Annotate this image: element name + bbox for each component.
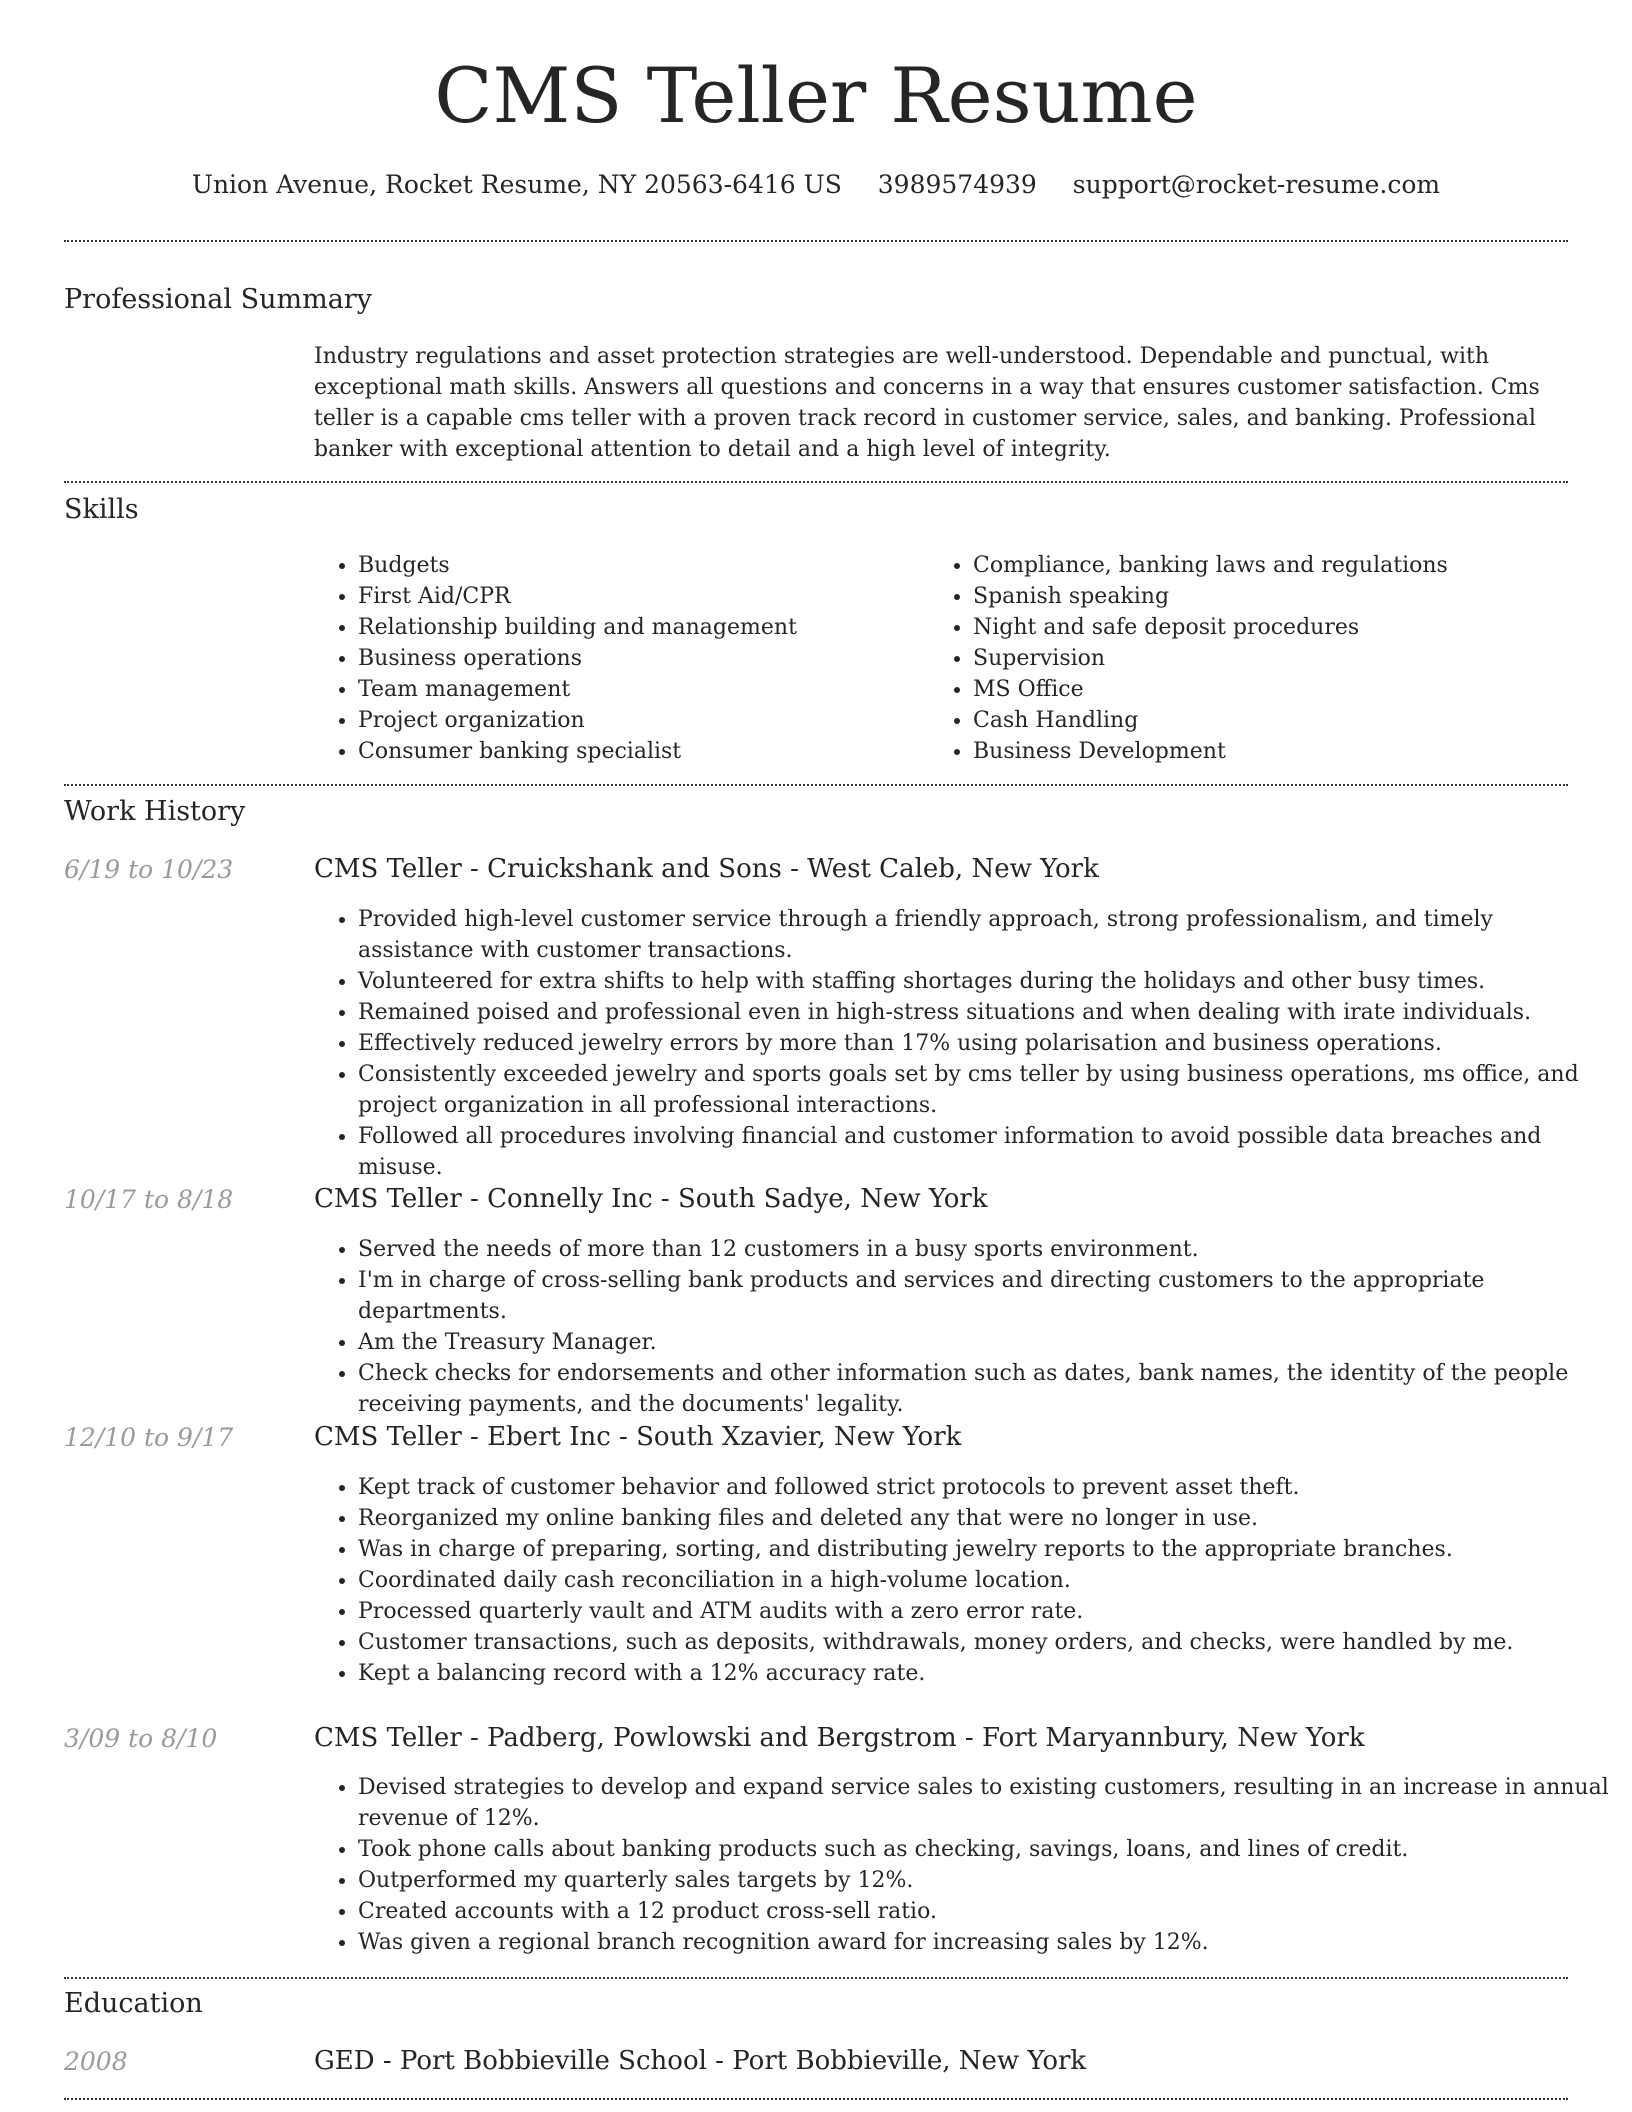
job-bullet: • Served the needs of more than 12 customers in a busy sports environment. [358,1234,1610,1265]
contact-address: Union Avenue, Rocket Resume, NY 20563-6416 US [191,170,842,199]
skills-list-left [314,550,928,767]
skill-item: • Compliance, banking laws and regulations [973,550,1610,581]
skill-item: • Spanish speaking [973,581,1610,612]
summary-heading: Professional Summary [64,284,372,315]
job-bullet: • Processed quarterly vault and ATM audits with a zero error rate. [358,1596,1610,1627]
section-divider [64,784,1568,786]
job-bullet: • Remained poised and professional even in high-stress situations and when dealing with irate individuals. [358,997,1610,1028]
skill-item: • Cash Handling [973,705,1610,736]
job-bullet: • Was given a regional branch recognition award for increasing sales by 12%. [358,1927,1610,1958]
skill-item: • MS Office [973,674,1610,705]
skill-item: • Project organization [358,705,928,736]
contact-line [0,170,1632,199]
education-heading: Education [64,1988,203,2019]
job-title: CMS Teller - Connelly Inc - South Sadye, New York [314,1184,988,1214]
skill-item: • Business operations [358,643,928,674]
job-bullet: • Consistently exceeded jewelry and sports goals set by cms teller by using business operations, ms office, and project organization in all professional interactions. [358,1059,1610,1121]
skill-item: • Supervision [973,643,1610,674]
skill-item: • Night and safe deposit procedures [973,612,1610,643]
skill-item: • Business Development [973,736,1610,767]
contact-email: support@rocket-resume.com [1072,170,1441,199]
section-divider [64,481,1568,483]
contact-phone: 3989574939 [877,170,1037,199]
job-bullet: • Followed all procedures involving financial and customer information to avoid possible data breaches and misuse. [358,1121,1610,1183]
job-bullet: • Outperformed my quarterly sales targets by 12%. [358,1865,1610,1896]
skills-list-right [929,550,1610,767]
education-year: 2008 [64,2047,128,2076]
section-divider [64,2098,1568,2100]
job-bullet: • Am the Treasury Manager. [358,1327,1610,1358]
skill-item: • Budgets [358,550,928,581]
job-bullet: • Check checks for endorsements and other information such as dates, bank names, the identity of the people receiving payments, and the documents' legality. [358,1358,1610,1420]
skill-item: • Relationship building and management [358,612,928,643]
job-title: CMS Teller - Padberg, Powlowski and Bergstrom - Fort Maryannbury, New York [314,1723,1365,1753]
job-bullets [314,1234,1610,1420]
job-bullet: • Kept a balancing record with a 12% accuracy rate. [358,1658,1610,1689]
skill-item: • First Aid/CPR [358,581,928,612]
skill-item: • Consumer banking specialist [358,736,928,767]
job-bullet: • Reorganized my online banking files and deleted any that were no longer in use. [358,1503,1610,1534]
job-title: CMS Teller - Ebert Inc - South Xzavier, New York [314,1422,962,1452]
job-bullet: • Took phone calls about banking products such as checking, savings, loans, and lines of credit. [358,1834,1610,1865]
job-dates: 10/17 to 8/18 [64,1185,234,1214]
job-bullet: • Created accounts with a 12 product cross-sell ratio. [358,1896,1610,1927]
job-bullet: • Effectively reduced jewelry errors by more than 17% using polarisation and business operations. [358,1028,1610,1059]
job-dates: 6/19 to 10/23 [64,855,234,884]
skills-heading: Skills [64,494,139,525]
skill-item: • Team management [358,674,928,705]
resume-title: CMS Teller Resume [434,51,1198,140]
section-divider [64,240,1568,242]
job-bullet: • Volunteered for extra shifts to help with staffing shortages during the holidays and other busy times. [358,966,1610,997]
job-bullets [314,904,1610,1183]
job-bullet: • Provided high-level customer service through a friendly approach, strong professionalism, and timely assistance with customer transactions. [358,904,1610,966]
job-bullet: • Customer transactions, such as deposits, withdrawals, money orders, and checks, were handled by me. [358,1627,1610,1658]
work-history-heading: Work History [64,796,246,827]
job-bullets [314,1472,1610,1689]
job-bullet: • Was in charge of preparing, sorting, and distributing jewelry reports to the appropriate branches. [358,1534,1610,1565]
job-title: CMS Teller - Cruickshank and Sons - West Caleb, New York [314,854,1099,884]
job-bullet: • Devised strategies to develop and expand service sales to existing customers, resulting in an increase in annual revenue of 12%. [358,1772,1610,1834]
job-bullet: • I'm in charge of cross-selling bank products and services and directing customers to the appropriate departments. [358,1265,1610,1327]
summary-text: Industry regulations and asset protection strategies are well-understood. Dependable and punctual, with exceptional math skills. Answers all questions and concerns in a way that ensures customer satisfaction. Cms teller is a capable cms teller with a proven track record in customer service, sales, and banking. Professional banker with exceptional attention to detail and a high level of integrity. [314,344,1540,462]
job-bullet: • Kept track of customer behavior and followed strict protocols to prevent asset theft. [358,1472,1610,1503]
section-divider [64,1977,1568,1979]
job-bullets [314,1772,1610,1958]
job-dates: 12/10 to 9/17 [64,1423,234,1452]
job-dates: 3/09 to 8/10 [64,1724,218,1753]
education-title: GED - Port Bobbieville School - Port Bobbieville, New York [314,2046,1087,2076]
job-bullet: • Coordinated daily cash reconciliation in a high-volume location. [358,1565,1610,1596]
